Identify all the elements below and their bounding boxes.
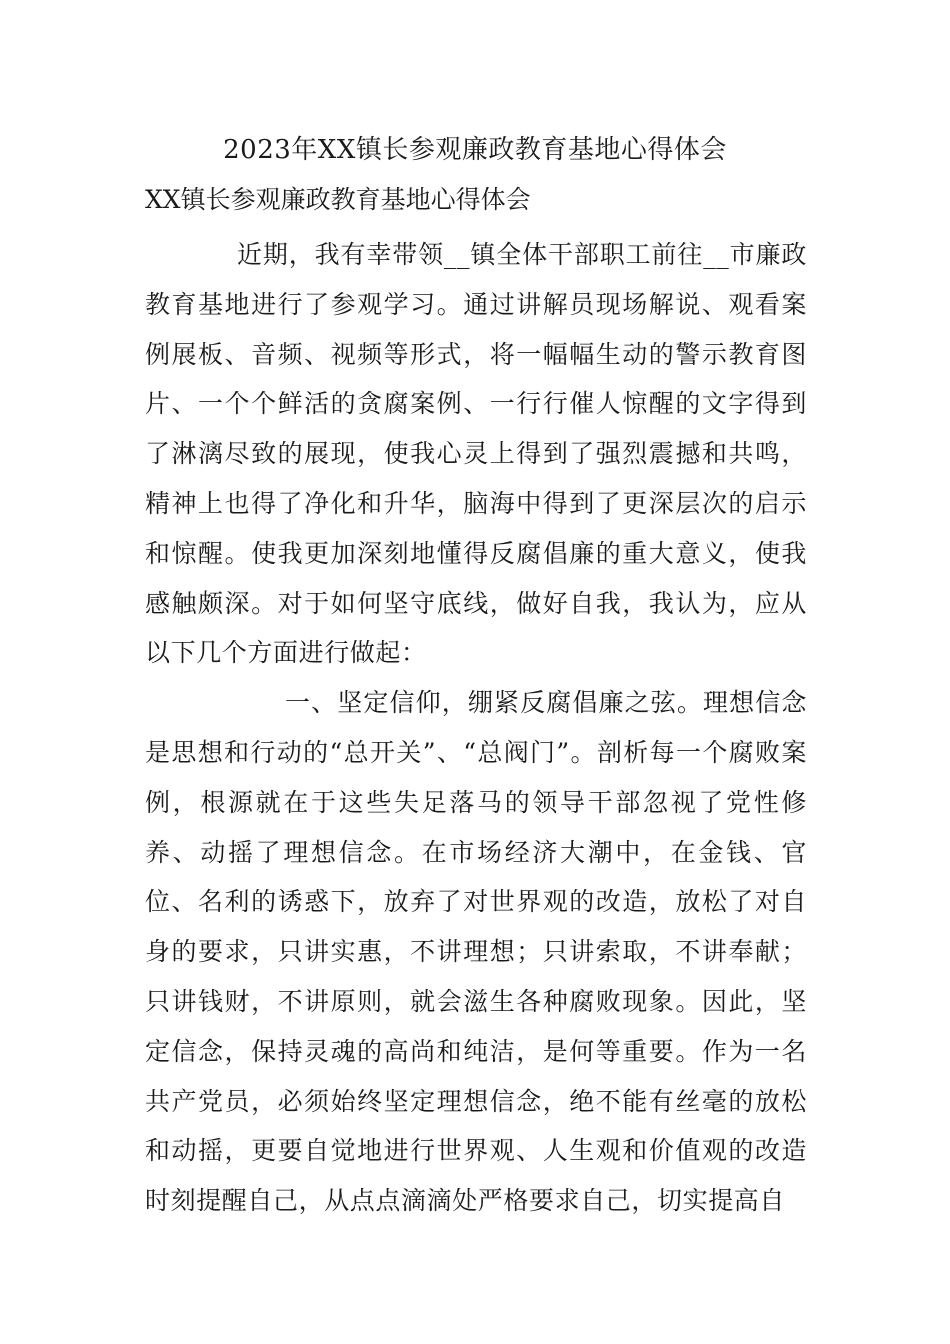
paragraph-point-one: 一、坚定信仰，绷紧反腐倡廉之弦。理想信念是思想和行动的“总开关”、“总阀门”。剖析每一个腐败案例，根源就在于这些失足落马的领导干部忽视了党性修养、动摇了理想信念。在市场经济大潮中，在金钱、官位、名利的诱惑下，放弃了对世界观的改造，放松了对自身的要求，只讲实惠，不讲理想；只讲索取，不讲奉献；只讲钱财，不讲原则，就会滋生各种腐败现象。因此，坚定信念，保持灵魂的高尚和纯洁，是何等重要。作为一名共产党员，必须始终坚定理想信念，绝不能有丝毫的放松和动摇，更要自觉地进行世界观、人生观和价值观的改造时刻提醒自己，从点点滴滴处严格要求自己，切实提高自 bbox=[145, 688, 807, 1216]
document-title: 2023年XX镇长参观廉政教育基地心得体会 bbox=[223, 135, 727, 165]
document-subtitle: XX镇长参观廉政教育基地心得体会 bbox=[145, 185, 531, 214]
paragraph-intro: 近期，我有幸带领__镇全体干部职工前往__市廉政教育基地进行了参观学习。通过讲解员现场解说、观看案例展板、音频、视频等形式，将一幅幅生动的警示教育图片、一个个鲜活的贪腐案例、一行行催人惊醒的文字得到了淋漓尽致的展现，使我心灵上得到了强烈震撼和共鸣，精神上也得了净化和升华，脑海中得到了更深层次的启示和惊醒。使我更加深刻地懂得反腐倡廉的重大意义，使我感触颇深。对于如何坚守底线，做好自我，我认为，应从以下几个方面进行做起： bbox=[145, 240, 807, 668]
document-body bbox=[145, 230, 807, 1226]
